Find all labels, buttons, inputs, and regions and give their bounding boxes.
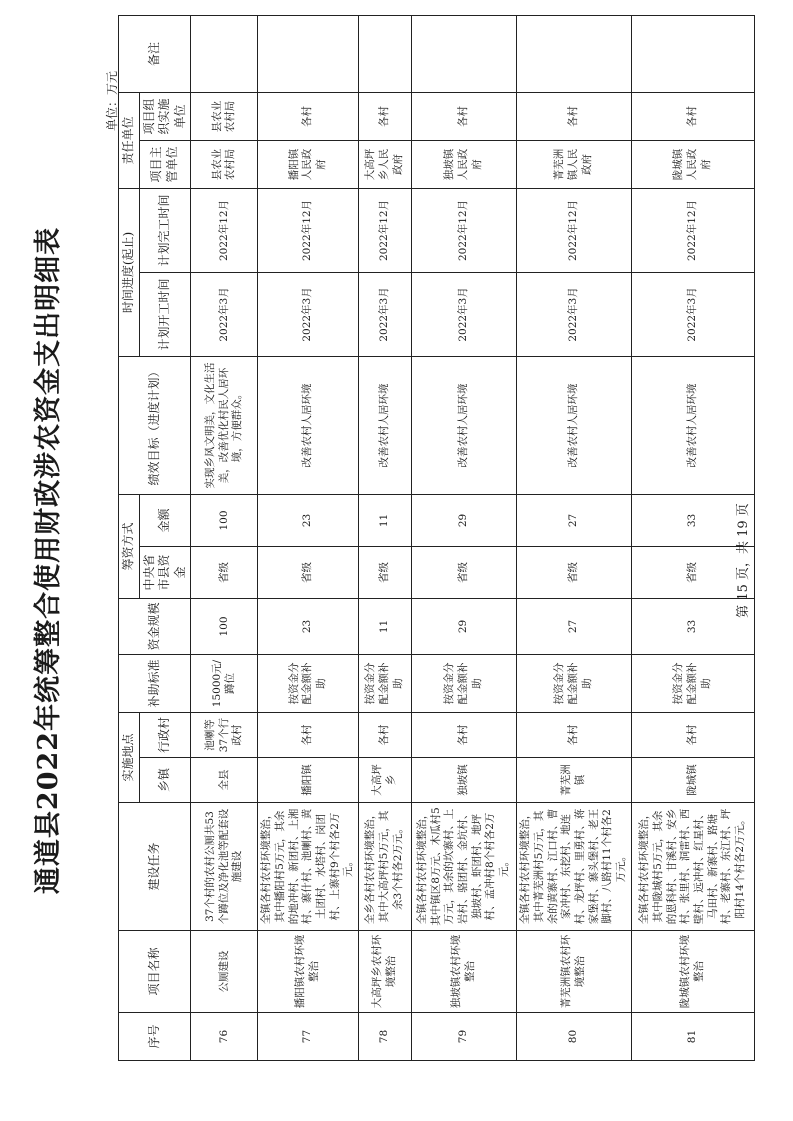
cell-goal: 改善农村人居环境 <box>516 356 631 494</box>
cell-remark <box>191 15 258 92</box>
cell-village: 池喇等37个行政村 <box>191 712 258 757</box>
cell-central: 省级 <box>516 546 631 598</box>
header-project-name: 项目名称 <box>119 931 191 1013</box>
header-location: 实施地点 <box>119 712 140 802</box>
cell-task: 全镇各村农村环境整治，其中镇区8万元、木瓜村5万元，其余的坎寨村、上岩村、骆团村、金坑村、独坡村、虾团村、地坪村、孟冲村8个村各2万元。 <box>411 803 516 931</box>
cell-end: 2022年12月 <box>258 188 358 272</box>
cell-seq: 81 <box>631 1013 754 1061</box>
cell-project-name: 公厕建设 <box>191 931 258 1013</box>
cell-supervisor: 大高坪乡人民政府 <box>358 140 411 188</box>
cell-amount: 27 <box>516 494 631 546</box>
table-row <box>191 15 258 1060</box>
cell-amount: 23 <box>258 494 358 546</box>
header-progress: 时间进度(起止) <box>119 188 140 356</box>
cell-start: 2022年3月 <box>631 272 754 356</box>
cell-central: 省级 <box>631 546 754 598</box>
cell-subsidy: 按资金分配金额补助 <box>631 654 754 712</box>
cell-amount: 100 <box>191 494 258 546</box>
expenditure-table <box>118 15 755 1061</box>
cell-central: 省级 <box>411 546 516 598</box>
cell-organizer: 县农业农村局 <box>191 92 258 140</box>
cell-scale: 100 <box>191 598 258 654</box>
cell-goal: 改善农村人居环境 <box>258 356 358 494</box>
cell-supervisor: 独坡镇人民政府 <box>411 140 516 188</box>
cell-town: 陇城镇 <box>631 758 754 803</box>
cell-seq: 76 <box>191 1013 258 1061</box>
cell-organizer: 各村 <box>358 92 411 140</box>
table-row <box>411 15 516 1060</box>
cell-project-name: 大高坪乡农村环境整治 <box>358 931 411 1013</box>
cell-task: 全镇各村农村环境整治，其中菁芜洲村5万元，其余的黄寨村、江口村、曹家冲村、东挖村、地连村、龙坪村、里勇村、蒋家堡村、寨头堡村、老王脚村、八路村11个村各2万元。 <box>516 803 631 931</box>
cell-seq: 79 <box>411 1013 516 1061</box>
header-goal: 绩效目标（进度计划） <box>119 356 191 494</box>
header-row-1 <box>119 15 140 1060</box>
cell-subsidy: 按资金分配金额补助 <box>358 654 411 712</box>
cell-supervisor: 菁芜洲镇人民政府 <box>516 140 631 188</box>
cell-town: 大高坪乡 <box>358 758 411 803</box>
cell-remark <box>411 15 516 92</box>
cell-scale: 27 <box>516 598 631 654</box>
cell-subsidy: 按资金分配金额补助 <box>516 654 631 712</box>
cell-subsidy: 15000元/蹲位 <box>191 654 258 712</box>
header-start: 计划开工时间 <box>139 272 191 356</box>
cell-start: 2022年3月 <box>358 272 411 356</box>
cell-seq: 80 <box>516 1013 631 1061</box>
cell-project-name: 菁芜洲镇农村环境整治 <box>516 931 631 1013</box>
cell-task: 全镇各村农村环境整治，其中陇城村5万元，其余的恩科村、甘溪村、安乡村、张里村、洞雷村、西壁村、远冲村、红星村、马田村、新寨村、路塘村、老寨村、东江村、坪阳村14个村各2万元。 <box>631 803 754 931</box>
cell-seq: 78 <box>358 1013 411 1061</box>
cell-goal: 改善农村人居环境 <box>411 356 516 494</box>
table-row <box>516 15 631 1060</box>
header-central: 中央省市县资金 <box>139 546 191 598</box>
cell-organizer: 各村 <box>258 92 358 140</box>
cell-end: 2022年12月 <box>411 188 516 272</box>
cell-organizer: 各村 <box>411 92 516 140</box>
cell-amount: 11 <box>358 494 411 546</box>
cell-project-name: 独坡镇农村环境整治 <box>411 931 516 1013</box>
cell-town: 菁芜洲镇 <box>516 758 631 803</box>
cell-start: 2022年3月 <box>191 272 258 356</box>
cell-task: 全乡各村农村环境整治，其中大高坪村5万元，其余3个村各2万元。 <box>358 803 411 931</box>
cell-project-name: 陇城镇农村环境整治 <box>631 931 754 1013</box>
cell-end: 2022年12月 <box>191 188 258 272</box>
table-row <box>358 15 411 1060</box>
header-seq: 序号 <box>119 1013 191 1061</box>
cell-village: 各村 <box>631 712 754 757</box>
cell-organizer: 各村 <box>516 92 631 140</box>
cell-subsidy: 按资金分配金额补助 <box>411 654 516 712</box>
header-amount: 金额 <box>139 494 191 546</box>
header-funding: 筹资方式 <box>119 494 140 598</box>
header-scale: 资金规模 <box>119 598 191 654</box>
cell-project-name: 播阳镇农村环境整治 <box>258 931 358 1013</box>
cell-remark <box>258 15 358 92</box>
page-footer: 第 15 页，共 19 页 <box>736 503 751 618</box>
header-subsidy: 补助标准 <box>119 654 191 712</box>
cell-end: 2022年12月 <box>631 188 754 272</box>
cell-town: 播阳镇 <box>258 758 358 803</box>
header-resp: 责任单位 <box>119 92 140 188</box>
cell-village: 各村 <box>411 712 516 757</box>
page-title: 通道县2022年统筹整合使用财政涉农资金支出明细表 <box>33 226 64 895</box>
cell-scale: 33 <box>631 598 754 654</box>
cell-town: 独坡镇 <box>411 758 516 803</box>
cell-seq: 77 <box>258 1013 358 1061</box>
cell-organizer: 各村 <box>631 92 754 140</box>
cell-goal: 改善农村人居环境 <box>358 356 411 494</box>
cell-end: 2022年12月 <box>358 188 411 272</box>
header-village: 行政村 <box>139 712 191 757</box>
cell-task: 全镇各村农村环境整治，其中播阳村5万元，其余的地冲村、新团村、上湘村、寨什村、池喇村、黄土团村、水塔村、岗团村、上寨村9个村各2万元。 <box>258 803 358 931</box>
cell-start: 2022年3月 <box>411 272 516 356</box>
cell-subsidy: 按资金分配金额补助 <box>258 654 358 712</box>
cell-village: 各村 <box>258 712 358 757</box>
cell-village: 各村 <box>516 712 631 757</box>
cell-goal: 实现乡风文明美，文化生活美，改善优化村民人居环境，方便群众。 <box>191 356 258 494</box>
cell-supervisor: 陇城镇人民政府 <box>631 140 754 188</box>
cell-central: 省级 <box>358 546 411 598</box>
cell-task: 37个村的农村公厕共53个蹲位及净化池等配套设施建设 <box>191 803 258 931</box>
cell-amount: 33 <box>631 494 754 546</box>
cell-central: 省级 <box>191 546 258 598</box>
cell-remark <box>358 15 411 92</box>
cell-supervisor: 播阳镇人民政府 <box>258 140 358 188</box>
header-remark: 备注 <box>119 15 191 92</box>
header-task: 建设任务 <box>119 803 191 931</box>
unit-label: 单位：万元 <box>105 70 119 131</box>
cell-village: 各村 <box>358 712 411 757</box>
cell-town: 全县 <box>191 758 258 803</box>
header-organizer: 项目组织实施单位 <box>139 92 191 140</box>
header-end: 计划完工时间 <box>139 188 191 272</box>
cell-scale: 23 <box>258 598 358 654</box>
cell-end: 2022年12月 <box>516 188 631 272</box>
cell-central: 省级 <box>258 546 358 598</box>
cell-scale: 11 <box>358 598 411 654</box>
cell-amount: 29 <box>411 494 516 546</box>
cell-start: 2022年3月 <box>258 272 358 356</box>
table-row <box>258 15 358 1060</box>
cell-scale: 29 <box>411 598 516 654</box>
cell-supervisor: 县农业农村局 <box>191 140 258 188</box>
cell-goal: 改善农村人居环境 <box>631 356 754 494</box>
cell-start: 2022年3月 <box>516 272 631 356</box>
header-supervisor: 项目主管单位 <box>139 140 191 188</box>
cell-remark <box>516 15 631 92</box>
header-town: 乡镇 <box>139 758 191 803</box>
